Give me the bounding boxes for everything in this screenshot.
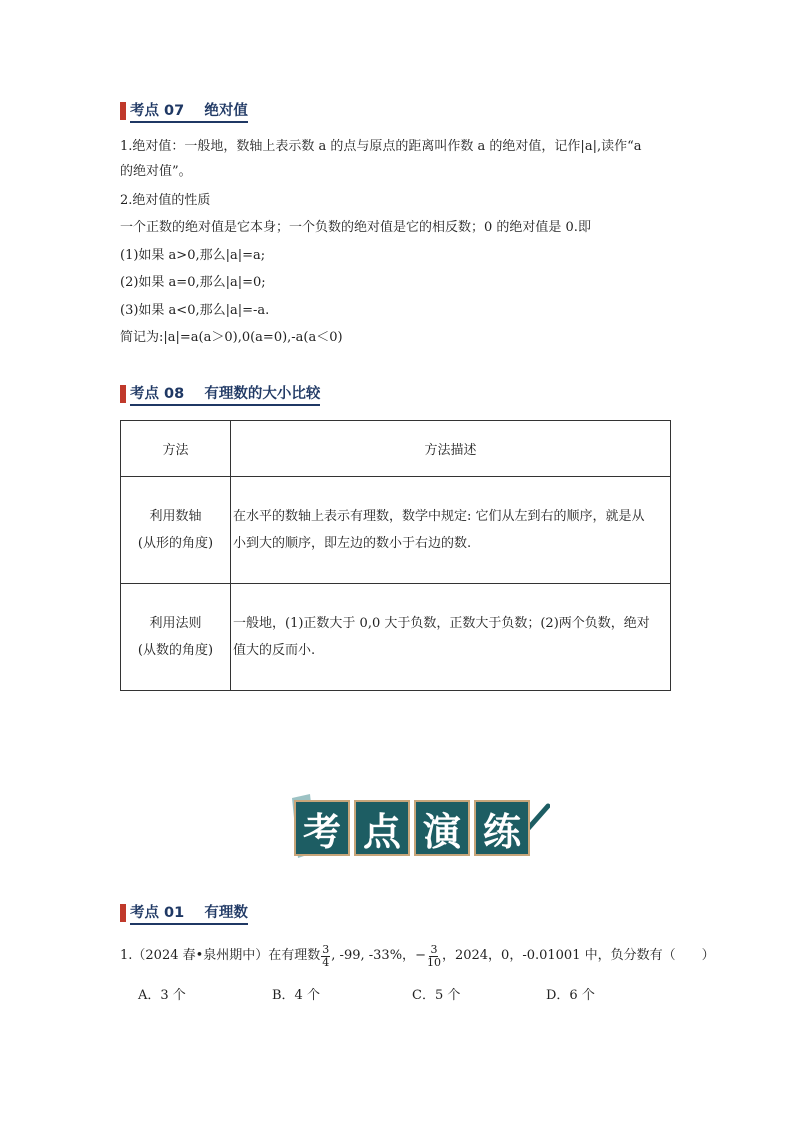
fraction xyxy=(427,944,441,969)
practice-heading xyxy=(120,902,248,924)
banner-tile: 演 xyxy=(414,800,470,856)
comparison-table xyxy=(120,420,671,691)
table-row xyxy=(121,584,671,691)
question-prefix: 1.（2024 春•泉州期中）在有理数 xyxy=(120,948,321,963)
heading-text: 考点 07 绝对值 xyxy=(130,99,248,123)
section-08-heading xyxy=(120,383,320,405)
description-line: 在水平的数轴上表示有理数，数学中规定: 它们从左到右的顺序，就是从 xyxy=(233,509,645,524)
method-cell xyxy=(121,477,231,584)
banner-tile: 练 xyxy=(474,800,530,856)
question-text: , -99, -33%， xyxy=(331,948,416,963)
question-suffix: ，2024，0，-0.01001 中，负分数有（ ） xyxy=(441,948,715,963)
table-header-cell: 方法描述 xyxy=(231,421,671,477)
description-line: 值大的反而小. xyxy=(233,643,316,658)
heading-text: 考点 01 有理数 xyxy=(130,901,248,925)
table-header-row xyxy=(121,421,671,477)
banner-tile: 考 xyxy=(294,800,350,856)
abs-summary: 简记为:|a|=a(a＞0),0(a=0),-a(a＜0) xyxy=(120,330,343,345)
abs-item-3: (3)如果 a<0,那么|a|=-a. xyxy=(120,303,270,318)
fraction-denominator: 10 xyxy=(426,955,441,969)
description-line: 小到大的顺序，即左边的数小于右边的数. xyxy=(233,536,472,551)
minus-sign: − xyxy=(415,948,426,963)
method-name: 利用数轴 xyxy=(149,509,202,524)
option-c[interactable]: C．5 个 xyxy=(412,988,461,1003)
option-d[interactable]: D．6 个 xyxy=(546,988,595,1003)
abs-item-2: (2)如果 a=0,那么|a|=0; xyxy=(120,275,266,290)
description-cell xyxy=(231,477,671,584)
para-abs-def-line1: 1.绝对值：一般地，数轴上表示数 a 的点与原点的距离叫作数 a 的绝对值，记作|a|,读作“a xyxy=(120,139,642,154)
heading-marker xyxy=(120,102,126,120)
para-abs-def-line2: 的绝对值”。 xyxy=(120,164,192,179)
description-cell xyxy=(231,584,671,691)
method-name: 利用法则 xyxy=(149,616,202,631)
table-row xyxy=(121,477,671,584)
fraction-denominator: 4 xyxy=(322,955,330,969)
practice-banner xyxy=(288,792,550,862)
fraction xyxy=(321,944,330,969)
section-07-heading xyxy=(120,100,248,122)
heading-marker xyxy=(120,385,126,403)
method-angle: (从数的角度) xyxy=(137,643,214,658)
abs-item-1: (1)如果 a>0,那么|a|=a; xyxy=(120,248,266,263)
method-cell xyxy=(121,584,231,691)
fraction-numerator: 3 xyxy=(322,942,330,956)
option-b[interactable]: B．4 个 xyxy=(272,988,320,1003)
table-header-cell: 方法 xyxy=(121,421,231,477)
para-abs-property: 2.绝对值的性质 xyxy=(120,193,211,208)
fraction-numerator: 3 xyxy=(430,942,438,956)
banner-tile: 点 xyxy=(354,800,410,856)
method-angle: (从形的角度) xyxy=(137,536,214,551)
heading-marker xyxy=(120,904,126,922)
heading-text: 考点 08 有理数的大小比较 xyxy=(130,382,320,406)
option-a[interactable]: A．3 个 xyxy=(138,988,186,1003)
para-abs-rule: 一个正数的绝对值是它本身；一个负数的绝对值是它的相反数；0 的绝对值是 0.即 xyxy=(120,220,591,235)
description-line: 一般地，(1)正数大于 0,0 大于负数，正数大于负数；(2)两个负数，绝对 xyxy=(233,616,650,631)
question-1 xyxy=(120,940,715,972)
